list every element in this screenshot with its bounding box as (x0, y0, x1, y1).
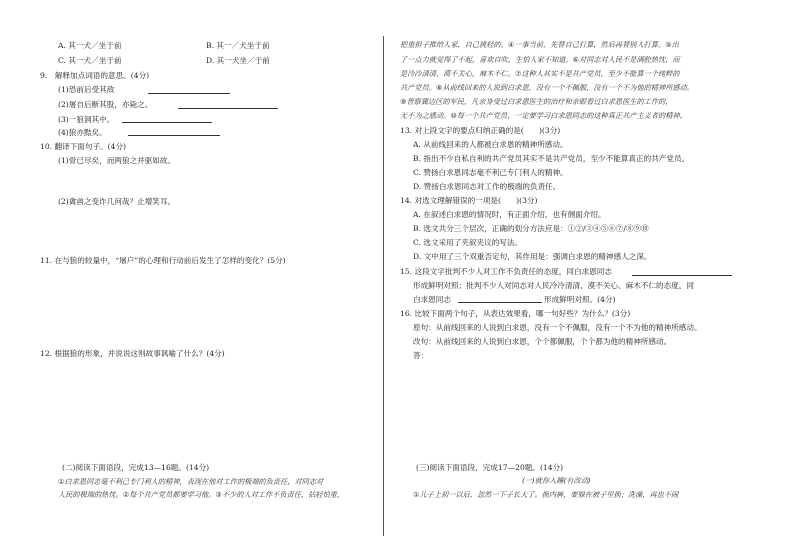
q14-option-d: D. 文中用了三个双重否定句，其作用是：强调白求恩的精神感人之深。 (413, 252, 652, 261)
q15-blank-1[interactable] (632, 275, 732, 276)
q9-blank-3[interactable] (122, 122, 212, 123)
passage-line-2: 了一点力就觉得了不起，喜欢自吹，生怕人家不知道。⑥对同志对人民不是满腔热忱，而 (400, 55, 680, 64)
q16-revised-sentence: 改句：从前线回来的人说到白求恩，个个都佩服，个个都为他的精神所感动。 (413, 337, 672, 346)
q13-option-a: A. 从前线回来的人都被白求恩的精神所感动。 (413, 140, 568, 149)
q10-title: 10. 翻译下面句子。(4分) (40, 142, 126, 151)
q14-option-b: B. 选文共分三个层次，正确的划分方法应是：①②/③④⑤⑥⑦/⑧⑨⑩ (413, 224, 649, 233)
q9-blank-2[interactable] (178, 108, 278, 109)
section2-title: (二)阅读下面语段，完成13—16题。(14分) (62, 463, 210, 472)
q9-item-3: (3)一狼洞其中。 (58, 115, 115, 124)
section3-title: (三)阅读下面语段，完成17—20题。(14分) (416, 463, 564, 472)
passage-line-6: 无不为之感动。⑩每一个共产党员，一定要学习白求恩同志的这种真正共产主义者的精神。 (400, 111, 687, 120)
q16-original-sentence: 原句：从前线回来的人说到白求恩，没有一个不佩服，没有一个不为他的精神所感动。 (413, 323, 702, 332)
q14-title: 14. 对选文理解错误的一项是( )(3分) (400, 196, 538, 205)
q8-option-a: A. 其一犬／坐于前 (58, 41, 122, 50)
q9-title: 9. 解释加点词语的意思。(4分) (40, 71, 150, 80)
passage-line-1: 把重担子推给人家，自己挑轻的。④一事当前，先替自己打算，然后再替别人打算。⑤出 (400, 40, 679, 49)
q15-line-2: 形成鲜明对照；批判不少人对同志对人民冷冷清清、漠不关心、麻木不仁的态度，同 (413, 281, 694, 290)
q13-option-d: D. 赞扬白求恩同志对工作的极端的负责任。 (413, 182, 561, 191)
column-divider (383, 36, 384, 536)
q14-option-a: A. 在叙述白求恩的情况时，有正面介绍，也有侧面介绍。 (413, 210, 606, 219)
q15-line-3-start: 白求恩同志 (413, 295, 451, 304)
passage-line-5: ⑨晋察冀边区的军民，凡亲身受过白求恩医生的治疗和亲眼看过白求恩医生的工作的， (400, 97, 673, 106)
q10-item-2: (2)禽兽之变诈几何哉？止增笑耳。 (58, 197, 176, 206)
section2-passage-line-2: 人民的极端的热忱。②每个共产党员都要学习他。③不少的人对工作不负责任，拈轻怕重， (58, 490, 345, 499)
q13-option-c: C. 赞扬白求恩同志毫不利己专门利人的精神。 (413, 168, 568, 177)
q9-blank-4[interactable] (128, 135, 220, 136)
q9-item-2: (2)屠自后断其股，亦毙之。 (58, 100, 153, 109)
q13-title: 13. 对上段文字的要点归纳正确的是( )(3分) (400, 126, 561, 135)
q9-item-4: (4)狼亦黠矣。 (58, 128, 107, 137)
q8-option-b: B. 其一／犬坐于前 (206, 41, 270, 50)
q14-option-c: C. 选文采用了夹叙夹议的写法。 (413, 238, 523, 247)
passage-line-3: 是冷冷清清，漠不关心，麻木不仁。⑦这种人其实不是共产党员，至少不能算一个纯粹的 (400, 69, 680, 78)
q12-title: 12. 根据狼的形象，并说说这则故事讽喻了什么？(4分) (40, 349, 225, 358)
q15-title: 15. 这段文字批判不少人对工作不负责任的态度，同白求恩同志 (400, 267, 612, 276)
q15-line-3-end: 形成鲜明对照。(4分) (544, 295, 616, 304)
q16-answer-label: 答： (413, 351, 429, 360)
q8-option-d: D. 其一犬坐／于前 (206, 56, 270, 65)
q10-item-1: (1)骨已尽矣，而两狼之并驱如故。 (58, 156, 176, 165)
section3-passage-line-1: ①儿子上初一以后，忽然一下子长大了。换内裤，要躲在被子里换；洗澡，再也不闹 (413, 490, 679, 499)
q11-title: 11. 在与狼的较量中，“屠户”的心理和行动前后发生了怎样的变化？(5分) (40, 256, 286, 265)
section3-subtitle: (一)就你入睡(有改动) (522, 476, 591, 485)
q9-item-1: (1)恐前后受其敌 (58, 85, 115, 94)
q9-blank-1[interactable] (148, 93, 230, 94)
q13-option-b: B. 指出不少自私自利的共产党员其实不是共产党员，至少不能算真正的共产党员。 (413, 154, 690, 163)
q8-option-c: C. 其一犬／坐于前 (58, 56, 122, 65)
q15-blank-2[interactable] (458, 302, 542, 303)
passage-line-4: 共产党员。⑧从前线回来的人说到白求恩，没有一个不佩服，没有一个不为他的精神所感动。 (400, 83, 694, 92)
section2-passage-line-1: ①白求恩同志毫不利己专门利人的精神，表现在他对工作的极端的负责任，对同志对 (58, 477, 324, 486)
q16-title: 16. 比较下面两个句子，从表达效果看，哪一句好些？为什么？(3分) (400, 309, 631, 318)
